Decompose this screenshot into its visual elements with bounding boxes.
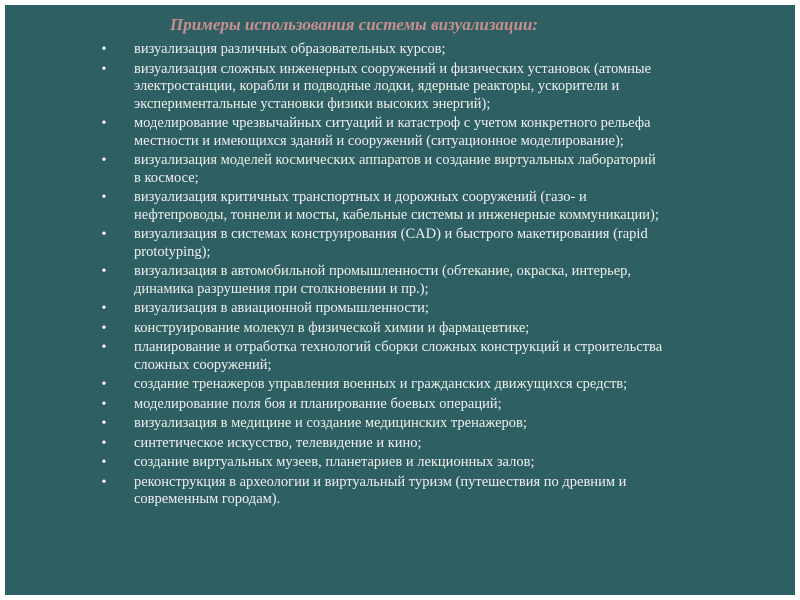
list-item [101, 226, 665, 261]
bullet-icon: • [101, 435, 107, 451]
bullet-icon: • [101, 320, 107, 336]
list-item [101, 41, 665, 59]
list-item [101, 434, 665, 453]
list-item [101, 189, 665, 224]
list-item-text: конструирование молекул в физической химии и фармацевтике; [134, 319, 530, 336]
bullet-icon: • [101, 61, 107, 77]
list-item-text: синтетическое искусство, телевидение и кино; [134, 434, 422, 451]
list-item-text: планирование и отработка технологий сборки сложных конструкций и строительства сложных сооружений; [134, 339, 663, 373]
list-item-text: создание виртуальных музеев, планетариев и лекционных залов; [134, 454, 535, 470]
list-item-text: визуализация в автомобильной промышленности (обтекание, окраска, интерьер, динамика разрушения при столкновении и пр.); [134, 263, 632, 297]
list-item-text: визуализация различных образовательных курсов; [134, 41, 446, 57]
bullet-icon: • [101, 264, 107, 279]
list-item-text: моделирование чрезвычайных ситуаций и катастроф с учетом конкретного рельефа местности и имеющихся зданий и сооружений (ситуационное моделирование); [134, 115, 651, 149]
list-item-text: визуализация в системах конструирования (CAD) и быстрого макетирования (rapid prototyping); [134, 226, 648, 260]
list-item [101, 152, 665, 187]
list-item-text: реконструкция в археологии и виртуальный туризм (путешествия по древним и современным городам). [134, 473, 627, 507]
list-item-text: визуализация в авиационной промышленности; [134, 300, 429, 316]
list-item [101, 415, 665, 433]
list-item [101, 339, 665, 374]
bullet-icon: • [101, 227, 107, 242]
list-item-text: моделирование поля боя и планирование боевых операций; [134, 395, 502, 412]
list-item [101, 454, 665, 472]
bullet-list [101, 41, 665, 511]
list-item [101, 376, 665, 394]
bullet-icon: • [101, 116, 107, 131]
bullet-icon: • [101, 396, 107, 412]
list-item [101, 60, 665, 114]
bullet-icon: • [101, 340, 107, 355]
bullet-icon: • [101, 474, 107, 490]
bullet-icon: • [101, 416, 107, 431]
list-item-text: визуализация в медицине и создание медицинских тренажеров; [134, 415, 527, 431]
list-item [101, 300, 665, 318]
list-item-text: визуализация моделей космических аппаратов и создание виртуальных лабораторий в космосе; [134, 152, 656, 186]
bullet-icon: • [101, 377, 107, 392]
list-item [101, 395, 665, 414]
list-item [101, 115, 665, 150]
bullet-icon: • [101, 190, 107, 205]
bullet-icon: • [101, 455, 107, 470]
slide-title: Примеры использования системы визуализации: [170, 15, 539, 34]
list-item [101, 263, 665, 298]
list-item [101, 319, 665, 338]
list-item-text: создание тренажеров управления военных и гражданских движущихся средств; [134, 376, 628, 392]
bullet-icon: • [101, 42, 107, 57]
bullet-icon: • [101, 153, 107, 168]
list-item [101, 473, 665, 509]
list-item-text: визуализация критичных транспортных и дорожных сооружений (газо- и нефтепроводы, тоннели и мосты, кабельные системы и инженерные коммуникации); [134, 189, 659, 223]
bullet-icon: • [101, 301, 107, 316]
list-item-text: визуализация сложных инженерных сооружений и физических установок (атомные электростанции, корабли и подводные лодки, ядерные реакторы, ускорители и экспериментальные установки физики высоких энергий); [134, 60, 652, 112]
